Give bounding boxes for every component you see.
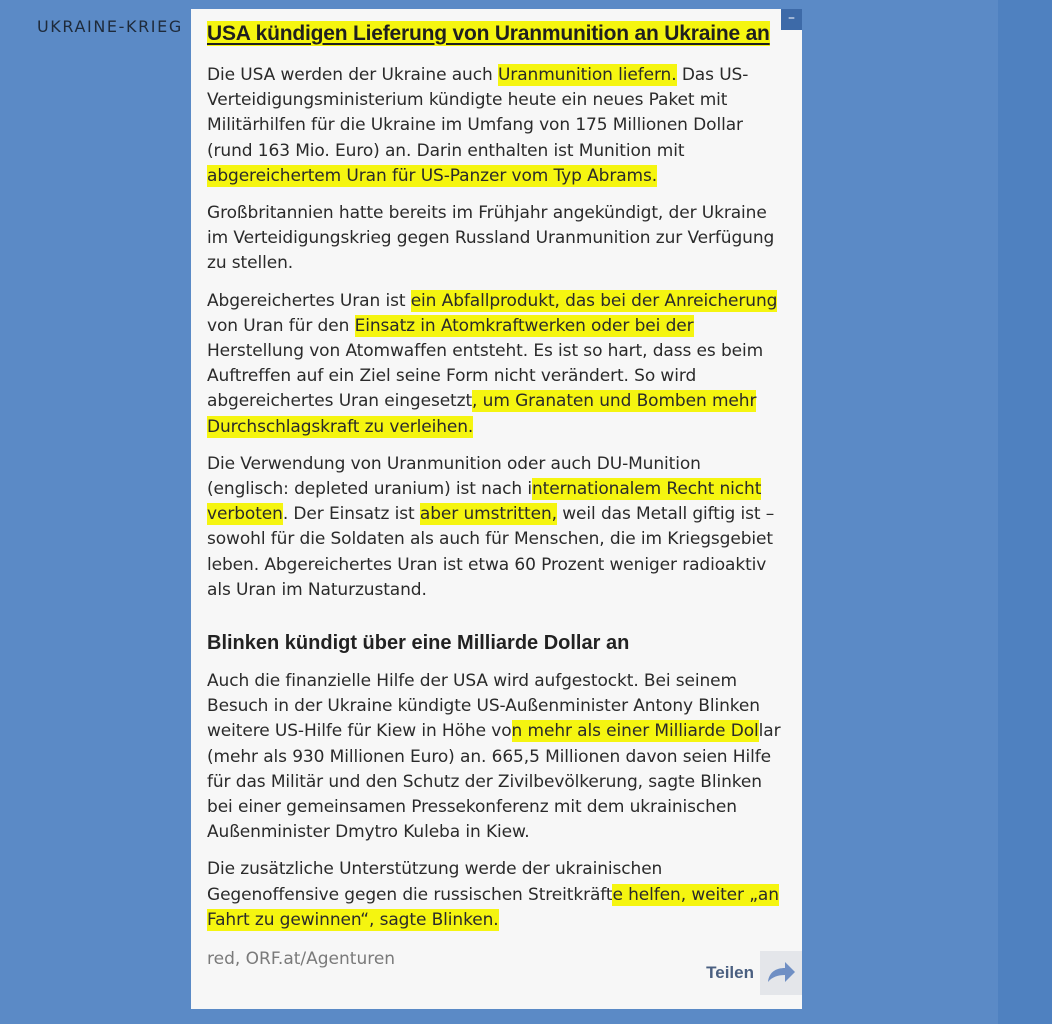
right-background-band (998, 0, 1052, 1024)
article-title (207, 19, 786, 49)
paragraph-5: Auch die finanzielle Hilfe der USA wird aufgestockt. Bei seinem Besuch in der Ukraine kündigte US-Außenminister Antony Blinken weitere US-Hilfe für Kiew in Höhe von mehr als einer Milliarde Dollar (mehr als 930 Millionen Euro) an. 665,5 Millionen davon seien Hilfe für das Militär und den Schutz der Zivilbevölkerung, sagte Blinken bei einer gemeinsamen Pressekonferenz mit dem ukrainischen Außenminister Dmytro Kuleba in Kiew. (207, 671, 781, 843)
highlight: Uranmunition liefern. (497, 65, 677, 85)
highlight: e helfen, weiter „an Fahrt zu gewinnen“, sagte Blinken. (207, 884, 779, 930)
subheading: Blinken kündigt über eine Milliarde Dollar an (207, 632, 630, 655)
highlight: n mehr als einer Milliarde Dol (511, 721, 759, 742)
paragraph-3: Abgereichertes Uran ist ein Abfallprodukt, das bei der Anreicherung von Uran für den Einsatz in Atomkraftwerken oder bei der Herstellung von Atomwaffen entsteht. Es ist so hart, dass es beim Auftreffen auf ein Ziel seine Form nicht verändert. So wird abgereichertes Uran eingesetzt, um Granaten und Bomben mehr Durchschlagskraft zu verleihen. (207, 290, 778, 437)
source-credit: red, ORF.at/Agenturen (207, 949, 396, 970)
article-card (191, 9, 802, 1009)
title-highlight: USA kündigen Lieferung von Uranmunition an Ukraine an (207, 22, 770, 45)
highlight: aber umstritten, (419, 504, 557, 525)
collapse-button[interactable]: – (781, 9, 802, 30)
paragraph-1: Die USA werden der Ukraine auch Uranmunition liefern. Das US-Verteidigungsministerium kündigte heute ein neues Paket mit Militärhilfen für die Ukraine im Umfang von 175 Millionen Dollar (rund 163 Mio. Euro) an. Darin enthalten ist Munition mit abgereichertem Uran für US-Panzer vom Typ Abrams. (207, 65, 749, 186)
highlight: nternationalem Recht nicht verboten (207, 479, 762, 525)
share-arrow-icon[interactable] (760, 951, 802, 995)
highlight: Einsatz in Atomkraftwerken oder bei der (354, 315, 694, 336)
paragraph-2: Großbritannien hatte bereits im Frühjahr angekündigt, der Ukraine im Verteidigungskrieg gegen Russland Uranmunition zur Verfügung zu stellen. (207, 203, 775, 274)
share-button[interactable] (706, 951, 802, 995)
paragraph-6: Die zusätzliche Unterstützung werde der ukrainischen Gegenoffensive gegen die russischen Streitkräfte helfen, weiter „an Fahrt zu gewinnen“, sagte Blinken. (207, 859, 779, 930)
paragraph-4: Die Verwendung von Uranmunition oder auch DU-Munition (englisch: depleted uranium) ist nach internationalem Recht nicht verboten. Der Einsatz ist aber umstritten, weil das Metall giftig ist – sowohl für die Soldaten als auch für Menschen, die im Kriegsgebiet leben. Abgereichertes Uran ist etwa 60 Prozent weniger radioaktiv als Uran im Naturzustand. (207, 453, 775, 600)
highlight: abgereichertem Uran für US-Panzer vom Typ Abrams. (207, 165, 658, 186)
share-label[interactable]: Teilen (706, 963, 754, 982)
section-label: UKRAINE-KRIEG (37, 17, 183, 36)
highlight: , um Granaten und Bomben mehr Durchschlagskraft zu verleihen. (207, 391, 757, 437)
highlight: ein Abfallprodukt, das bei der Anreicherung (410, 290, 778, 311)
